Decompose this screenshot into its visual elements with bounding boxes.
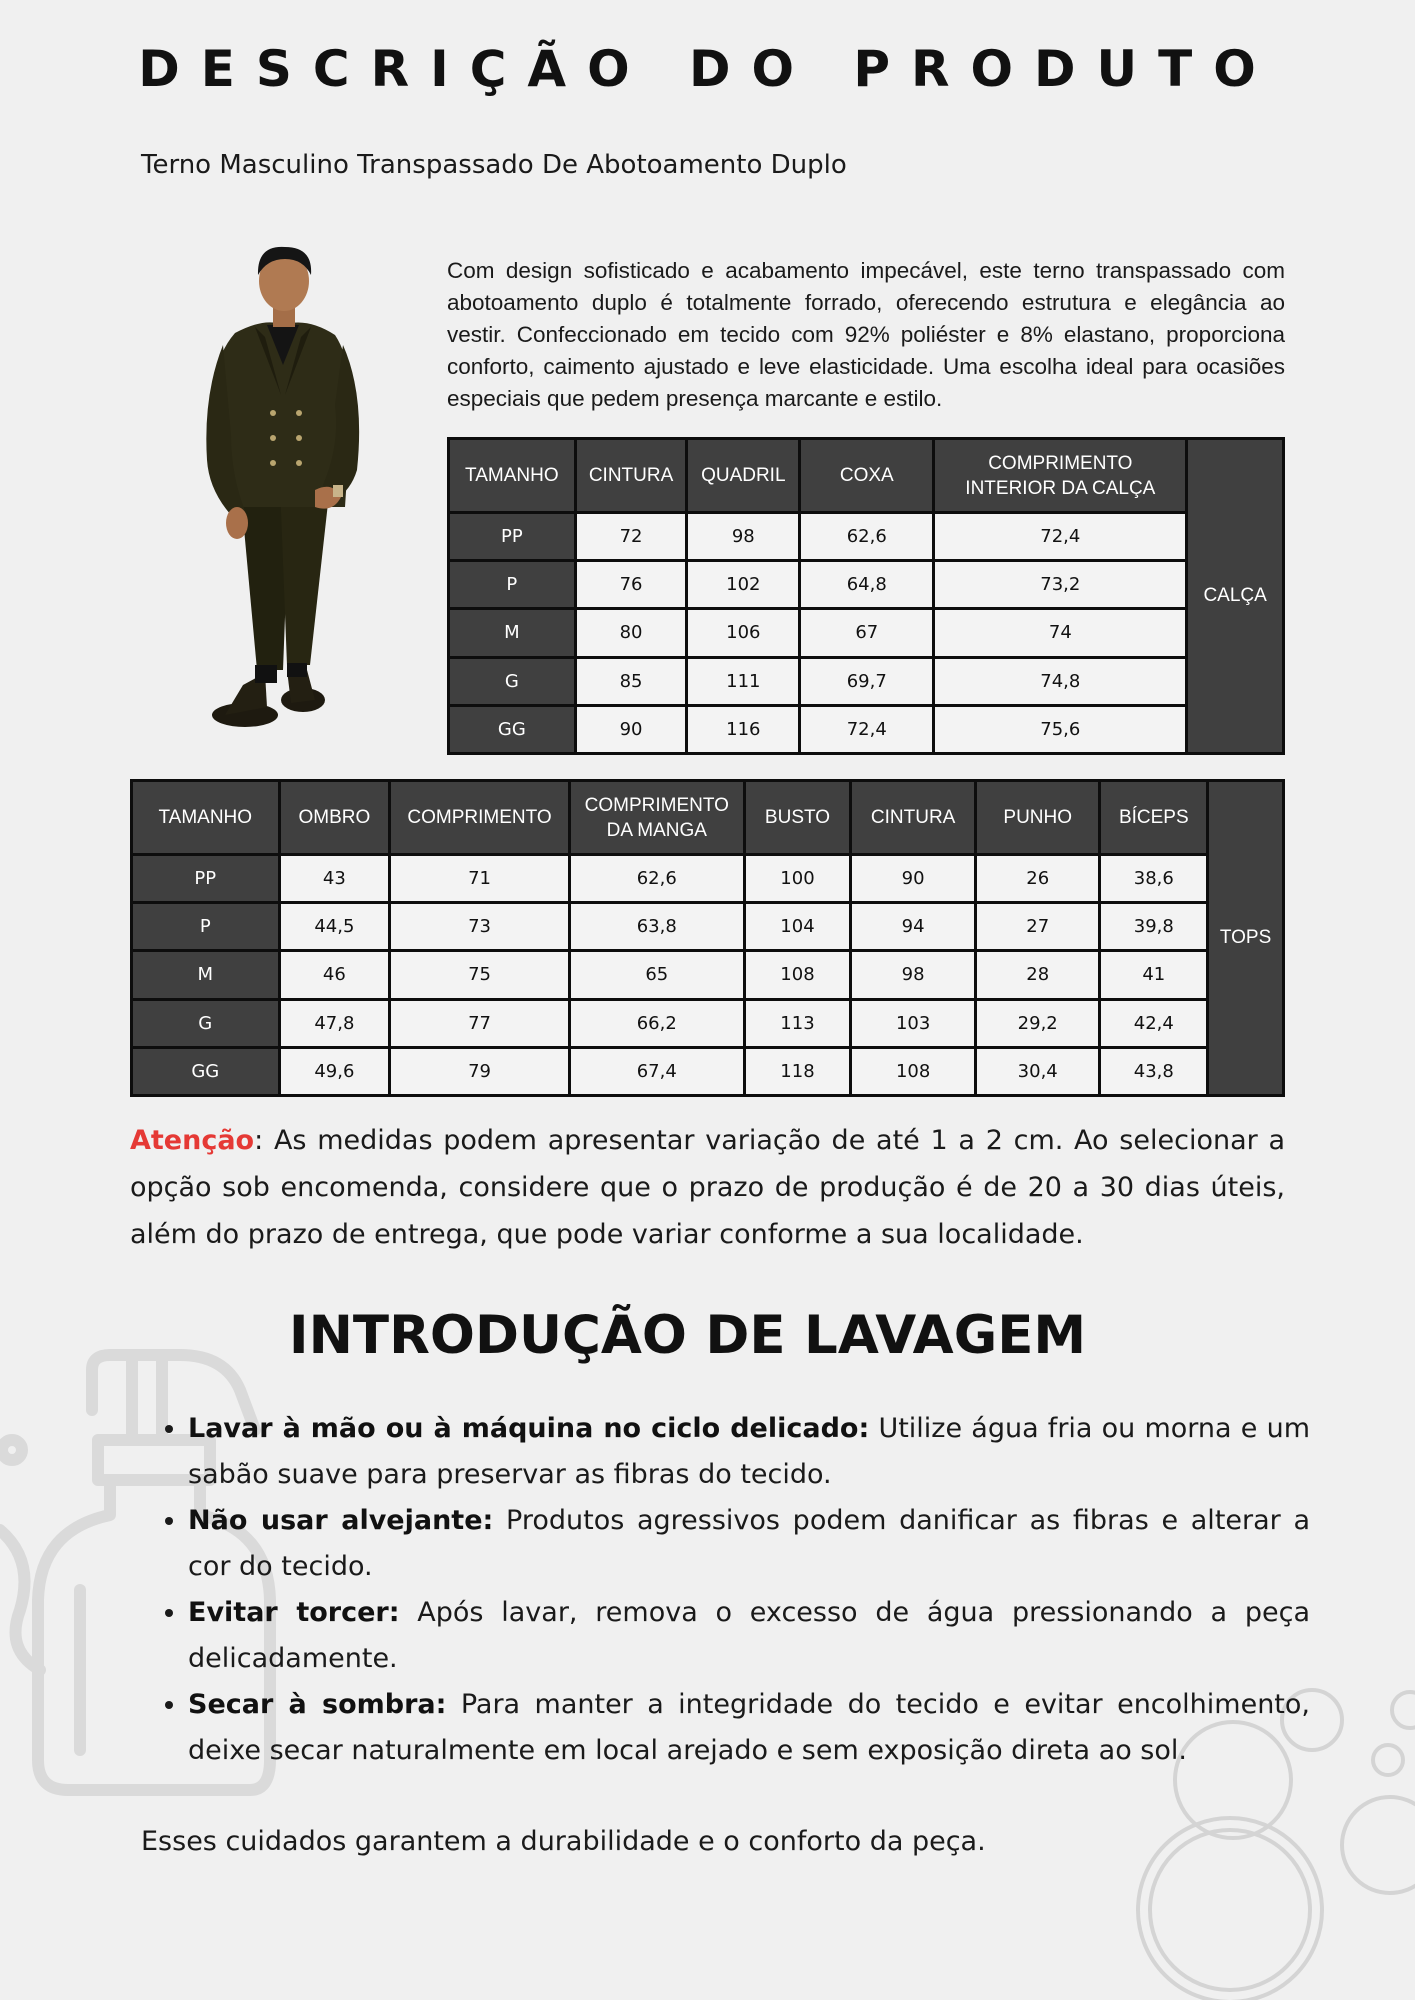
instruction-text: Utilize água fria ou morna e um sabão suave para preservar as fibras do tecido. bbox=[188, 1413, 1310, 1490]
table-cell: 65 bbox=[569, 951, 744, 999]
table-cell: 67,4 bbox=[569, 1047, 744, 1095]
table-cell: 26 bbox=[975, 855, 1100, 903]
table-row bbox=[132, 999, 1284, 1047]
table-cell: 73 bbox=[390, 903, 570, 951]
table-cell: 79 bbox=[390, 1047, 570, 1095]
table-cell: 72,4 bbox=[800, 705, 934, 753]
table-cell: 98 bbox=[851, 951, 976, 999]
table-cell: 103 bbox=[851, 999, 976, 1047]
size-label: G bbox=[449, 657, 576, 705]
table-cell: 74,8 bbox=[934, 657, 1187, 705]
table-cell: 62,6 bbox=[569, 855, 744, 903]
table-row bbox=[449, 561, 1284, 609]
pants-side-label: CALÇA bbox=[1187, 439, 1284, 754]
tops-header-cell: COMPRIMENTO bbox=[390, 781, 570, 855]
table-cell: 80 bbox=[575, 609, 687, 657]
table-cell: 104 bbox=[744, 903, 851, 951]
size-label: GG bbox=[449, 705, 576, 753]
washing-section-title: INTRODUÇÃO DE LAVAGEM bbox=[288, 1305, 1087, 1366]
table-row bbox=[449, 609, 1284, 657]
instruction-text: Após lavar, remova o excesso de água pressionando a peça delicadamente. bbox=[188, 1597, 1310, 1674]
table-row bbox=[132, 1047, 1284, 1095]
size-label: GG bbox=[132, 1047, 280, 1095]
table-cell: 49,6 bbox=[279, 1047, 390, 1095]
table-cell: 62,6 bbox=[800, 513, 934, 561]
tops-header-cell: OMBRO bbox=[279, 781, 390, 855]
table-cell: 75,6 bbox=[934, 705, 1187, 753]
tops-header-cell: PUNHO bbox=[975, 781, 1100, 855]
table-cell: 108 bbox=[744, 951, 851, 999]
size-label: PP bbox=[449, 513, 576, 561]
size-label: P bbox=[449, 561, 576, 609]
pants-header-cell: TAMANHO bbox=[449, 439, 576, 513]
tops-header-cell bbox=[569, 781, 744, 855]
pants-header-cell: COXA bbox=[800, 439, 934, 513]
table-cell: 74 bbox=[934, 609, 1187, 657]
tops-header-sleeve: COMPRIMENTO DA MANGA bbox=[584, 794, 729, 841]
page-title: DESCRIÇÃO DO PRODUTO bbox=[138, 40, 1277, 98]
tops-header-cell: TAMANHO bbox=[132, 781, 280, 855]
product-description: Com design sofisticado e acabamento impecável, este terno transpassado com abotoamento duplo é totalmente forrado, oferecendo estrutura e elegância ao vestir. Confeccionado em tecido com 92% poliéster e 8% elastano, proporciona conforto, caimento ajustado e leve elasticidade. Uma escolha ideal para ocasiões especiais que pedem presença marcante e estilo. bbox=[447, 258, 1285, 411]
washing-instructions-list bbox=[150, 1406, 1310, 1774]
table-cell: 47,8 bbox=[279, 999, 390, 1047]
table-cell: 77 bbox=[390, 999, 570, 1047]
table-cell: 111 bbox=[687, 657, 800, 705]
list-item bbox=[188, 1498, 1310, 1590]
table-cell: 94 bbox=[851, 903, 976, 951]
table-cell: 27 bbox=[975, 903, 1100, 951]
table-cell: 76 bbox=[575, 561, 687, 609]
table-row bbox=[132, 951, 1284, 999]
pants-size-table bbox=[447, 437, 1285, 755]
list-item bbox=[188, 1590, 1310, 1682]
table-cell: 102 bbox=[687, 561, 800, 609]
table-cell: 38,6 bbox=[1100, 855, 1208, 903]
size-label: P bbox=[132, 903, 280, 951]
list-item bbox=[188, 1682, 1310, 1774]
table-cell: 72 bbox=[575, 513, 687, 561]
size-label: M bbox=[449, 609, 576, 657]
closing-note: Esses cuidados garantem a durabilidade e o conforto da peça. bbox=[141, 1826, 986, 1857]
tops-header-cell: BUSTO bbox=[744, 781, 851, 855]
table-row bbox=[449, 705, 1284, 753]
list-item bbox=[188, 1406, 1310, 1498]
table-cell: 106 bbox=[687, 609, 800, 657]
table-cell: 66,2 bbox=[569, 999, 744, 1047]
table-cell: 118 bbox=[744, 1047, 851, 1095]
pants-header-inseam: COMPRIMENTO INTERIOR DA CALÇA bbox=[965, 452, 1156, 499]
attention-note bbox=[130, 1117, 1285, 1258]
instruction-heading: Secar à sombra: bbox=[188, 1689, 447, 1720]
table-cell: 71 bbox=[390, 855, 570, 903]
table-cell: 100 bbox=[744, 855, 851, 903]
table-row bbox=[132, 855, 1284, 903]
table-cell: 42,4 bbox=[1100, 999, 1208, 1047]
table-cell: 113 bbox=[744, 999, 851, 1047]
table-cell: 43,8 bbox=[1100, 1047, 1208, 1095]
pants-header-cell bbox=[934, 439, 1187, 513]
table-cell: 43 bbox=[279, 855, 390, 903]
table-cell: 116 bbox=[687, 705, 800, 753]
table-cell: 39,8 bbox=[1100, 903, 1208, 951]
table-cell: 75 bbox=[390, 951, 570, 999]
instruction-text: Produtos agressivos podem danificar as fibras e alterar a cor do tecido. bbox=[188, 1505, 1311, 1582]
product-name: Terno Masculino Transpassado De Abotoamento Duplo bbox=[141, 150, 847, 180]
table-cell: 64,8 bbox=[800, 561, 934, 609]
table-cell: 44,5 bbox=[279, 903, 390, 951]
man-in-double-breasted-suit-illustration bbox=[195, 245, 370, 735]
size-label: G bbox=[132, 999, 280, 1047]
instruction-heading: Não usar alvejante: bbox=[188, 1505, 494, 1536]
table-cell: 28 bbox=[975, 951, 1100, 999]
table-cell: 69,7 bbox=[800, 657, 934, 705]
tops-size-table bbox=[130, 779, 1285, 1097]
instruction-heading: Lavar à mão ou à máquina no ciclo delicado: bbox=[188, 1413, 870, 1444]
pants-header-cell: CINTURA bbox=[575, 439, 687, 513]
table-cell: 90 bbox=[851, 855, 976, 903]
size-label: M bbox=[132, 951, 280, 999]
table-cell: 63,8 bbox=[569, 903, 744, 951]
tops-header-cell: CINTURA bbox=[851, 781, 976, 855]
table-cell: 72,4 bbox=[934, 513, 1187, 561]
table-cell: 85 bbox=[575, 657, 687, 705]
pants-header-cell: QUADRIL bbox=[687, 439, 800, 513]
table-cell: 41 bbox=[1100, 951, 1208, 999]
table-cell: 30,4 bbox=[975, 1047, 1100, 1095]
table-cell: 108 bbox=[851, 1047, 976, 1095]
table-row bbox=[449, 657, 1284, 705]
table-cell: 98 bbox=[687, 513, 800, 561]
attention-text: : As medidas podem apresentar variação de até 1 a 2 cm. Ao selecionar a opção sob encomenda, considere que o prazo de produção é de 20 a 30 dias úteis, além do prazo de entrega, que pode variar conforme a sua localidade. bbox=[130, 1125, 1285, 1250]
attention-label: Atenção bbox=[130, 1125, 255, 1156]
size-label: PP bbox=[132, 855, 280, 903]
table-cell: 67 bbox=[800, 609, 934, 657]
table-cell: 29,2 bbox=[975, 999, 1100, 1047]
table-cell: 90 bbox=[575, 705, 687, 753]
tops-side-label: TOPS bbox=[1208, 781, 1284, 1096]
table-cell: 73,2 bbox=[934, 561, 1187, 609]
instruction-text: Para manter a integridade do tecido e evitar encolhimento, deixe secar naturalmente em local arejado e sem exposição direta ao sol. bbox=[188, 1689, 1310, 1766]
table-cell: 46 bbox=[279, 951, 390, 999]
table-row bbox=[132, 903, 1284, 951]
instruction-heading: Evitar torcer: bbox=[188, 1597, 400, 1628]
tops-header-cell: BÍCEPS bbox=[1100, 781, 1208, 855]
table-row bbox=[449, 513, 1284, 561]
